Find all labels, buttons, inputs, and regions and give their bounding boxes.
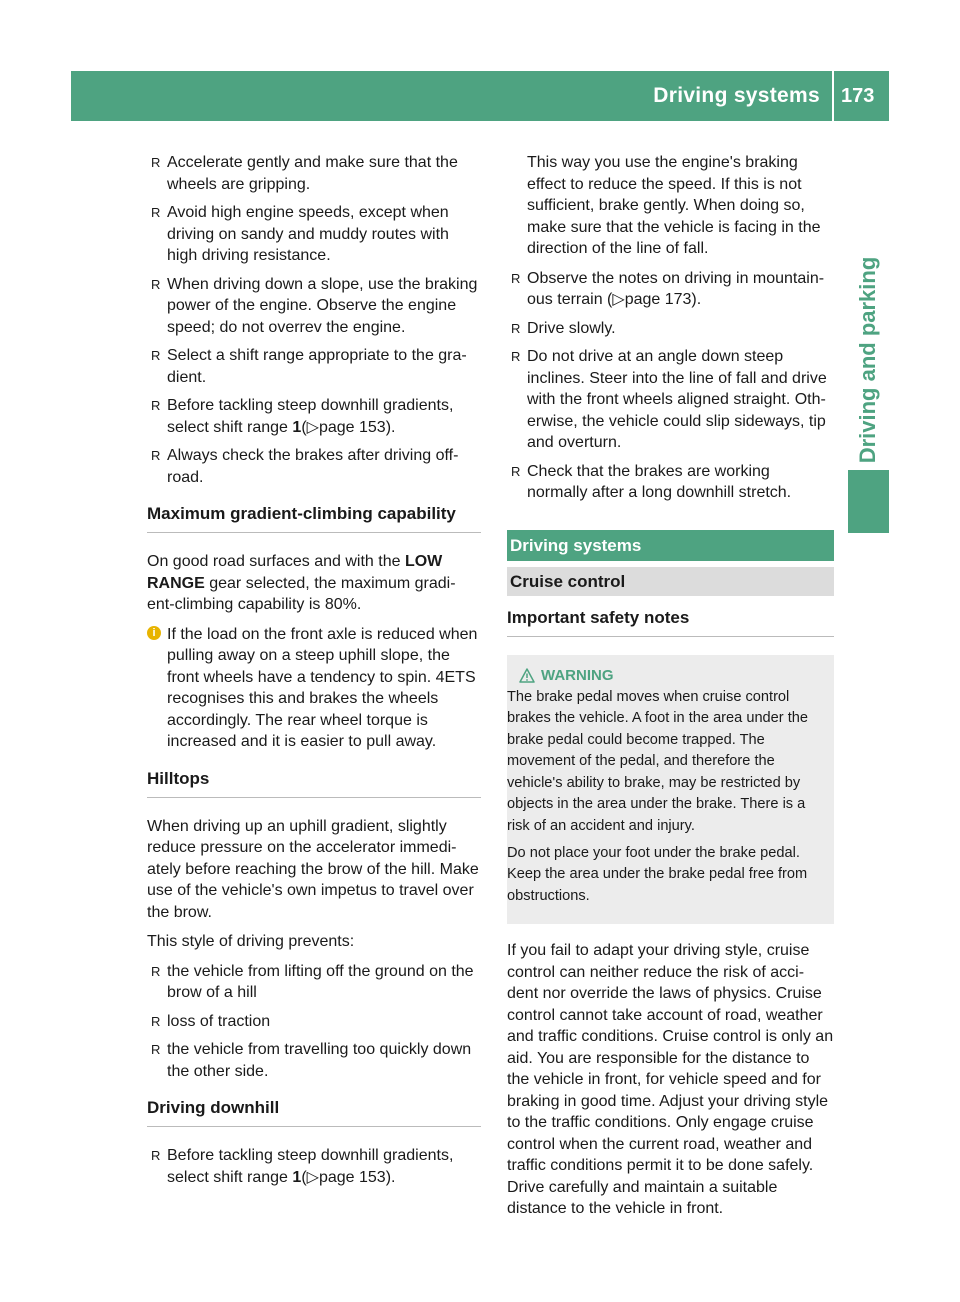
paragraph-text: gear selected, the maximum gradi-ent-climbing capability is 80%. <box>147 574 456 613</box>
warning-text: The brake pedal moves when cruise control brakes the vehicle. A foot in the area under the brake pedal could become trapped. The movement of the pedal, and therefore the vehicle's ability to brake, may be restricted by objects in the area under the brake. There is a risk of an accident and injury. <box>507 688 808 835</box>
section-title-bar: Driving systems <box>507 530 834 561</box>
list-item: R Avoid high engine speeds, except when driving on sandy and muddy routes with high driving resistance. <box>147 202 481 267</box>
list-item <box>507 268 834 311</box>
page-number: 173 <box>841 85 875 107</box>
warning-header <box>507 665 828 687</box>
right-column <box>507 152 834 1228</box>
list-item: R loss of traction <box>147 1011 481 1033</box>
list-item: R Select a shift range appropriate to the gra-dient. <box>147 345 481 388</box>
page-reference[interactable]: page 153). <box>318 1168 396 1186</box>
list-item: R the vehicle from travelling too quickly down the other side. <box>147 1039 481 1082</box>
shift-range-value: 1 <box>292 418 302 436</box>
warning-box <box>507 655 834 925</box>
list-item: R Do not drive at an angle down steep inclines. Steer into the line of fall and drive with the front wheels aligned straight. Oth-erwise, the vehicle could slip sideways, tip and overturn. <box>507 346 834 454</box>
list-item: R Always check the brakes after driving off-road. <box>147 445 481 488</box>
warning-triangle-icon <box>519 668 535 683</box>
warning-label: WARNING <box>541 666 614 684</box>
left-column <box>147 152 481 1195</box>
continued-paragraph: This way you use the engine's braking effect to reduce the speed. If this is not sufficient, brake gently. When doing so, make sure that the vehicle is facing in the direction of the line of fall. <box>527 154 821 257</box>
side-tab-label: Driving and parking <box>855 256 880 464</box>
list-item: R Accelerate gently and make sure that the wheels are gripping. <box>147 152 481 195</box>
cruise-control-paragraph: If you fail to adapt your driving style, cruise control can neither reduce the risk of acci-dent nor override the laws of physics. Cruise control cannot take account of road, weather and traffic conditions. Cruise control is only an aid. You are responsible for the distance to the vehicle in front, for vehicle speed and for braking in good time. Adjust your driving style to the traffic conditions. Only engage cruise control when the current road, weather and traffic conditions permit it to be done safely. Drive carefully and maintain a suitable distance to the vehicle in front. <box>507 942 834 1218</box>
page-reference[interactable]: page 153). <box>318 418 396 436</box>
list-item-text: Observe the notes on driving in mountain-ous terrain ( <box>527 269 825 308</box>
header-title: Driving systems <box>653 84 820 107</box>
list-item: R Check that the brakes are working normally after a long downhill stretch. <box>507 461 834 504</box>
list-item-text: Before tackling steep downhill gradients, select shift range <box>167 1147 454 1186</box>
header-divider <box>832 71 834 121</box>
hilltops-paragraph: When driving up an uphill gradient, slightly reduce pressure on the accelerator immedi-ately before reaching the brow of the hill. Make use of the vehicle's own impetus to travel over the brow. <box>147 817 479 921</box>
heading-driving-downhill: Driving downhill <box>147 1096 481 1127</box>
shift-range-value: 1 <box>292 1168 302 1186</box>
hilltops-paragraph-2: This style of driving prevents: <box>147 933 355 950</box>
info-icon: i <box>147 626 161 640</box>
subsection-title-bar: Cruise control <box>507 567 834 596</box>
heading-safety-notes: Important safety notes <box>507 606 834 637</box>
range-label: RANGE <box>147 574 205 592</box>
side-tab-marker <box>848 470 889 533</box>
info-text: If the load on the front axle is reduced when pulling away on a steep uphill slope, the front wheels have a tendency to spin. 4ETS recognises this and brakes the wheels accordingly. The rear wheel torque is increased and it is easier to pull away. <box>167 625 478 750</box>
page-ref-arrow-icon: ▷ <box>306 1168 319 1186</box>
heading-max-gradient: Maximum gradient-climbing capability <box>147 502 481 533</box>
list-item-text: Before tackling steep downhill gradients, select shift range <box>167 397 454 436</box>
list-item: R the vehicle from lifting off the ground on the brow of a hill <box>147 961 481 1004</box>
list-item: R When driving down a slope, use the braking power of the engine. Observe the engine speed; do not overrev the engine. <box>147 274 481 339</box>
low-range-label: LOW <box>404 553 443 570</box>
heading-hilltops: Hilltops <box>147 767 481 798</box>
page-reference[interactable]: page 173). <box>624 291 702 308</box>
max-gradient-paragraph <box>147 551 481 616</box>
page-ref-arrow-icon: ▷ <box>612 291 625 308</box>
paragraph-text: On good road surfaces and with the <box>147 553 401 570</box>
page-header <box>71 71 889 121</box>
list-item: R Before tackling steep downhill gradients, select shift range 1(▷page 153). <box>147 395 481 438</box>
warning-text: Do not place your foot under the brake pedal. Keep the area under the brake pedal free from obstructions. <box>507 844 808 904</box>
list-item: R Before tackling steep downhill gradients, select shift range 1(▷page 153). <box>147 1145 481 1188</box>
list-item: R Drive slowly. <box>507 318 834 340</box>
info-note <box>147 624 481 753</box>
page-ref-arrow-icon: ▷ <box>306 418 319 436</box>
